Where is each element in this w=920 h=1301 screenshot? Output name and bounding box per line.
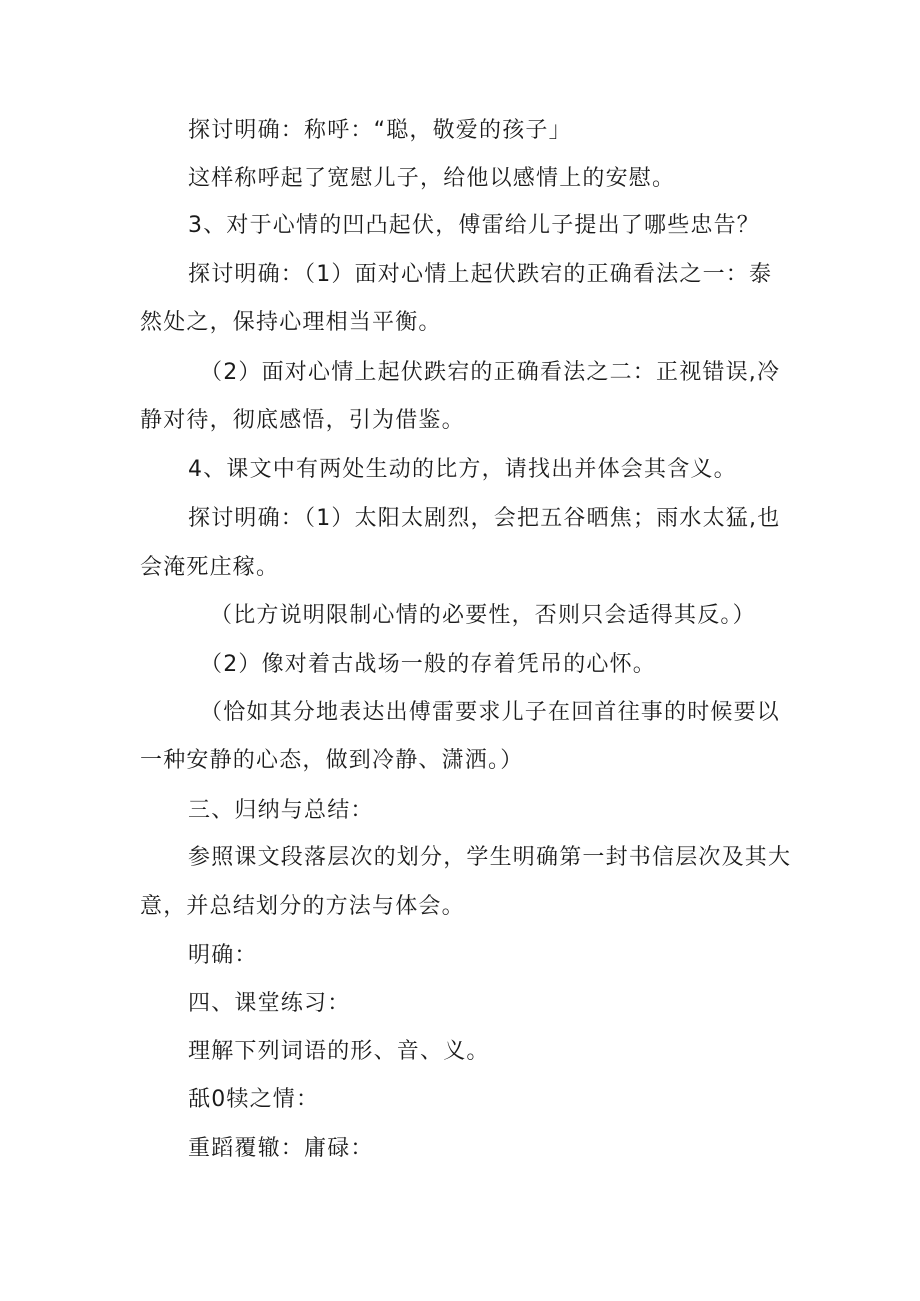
text-line-17: 意，并总结划分的方法与体会。 (140, 894, 465, 919)
text-line-21: 舐0犊之情： (188, 1087, 320, 1112)
text-line-5: 然处之，保持心理相当平衡。 (140, 310, 442, 335)
text-line-15: 三、归纳与总结： (188, 798, 374, 823)
text-line-13: （恰如其分地表达出傅雷要求儿子在回首往事的时候要以 (200, 700, 781, 725)
text-line-8: 4、课文中有两处生动的比方，请找出并体会其含义。 (188, 457, 737, 482)
text-line-18: 明确： (188, 943, 258, 968)
text-line-20: 理解下列词语的形、音、义。 (188, 1039, 490, 1064)
text-line-16: 参照课文段落层次的划分，学生明确第一封书信层次及其大 (188, 845, 792, 870)
text-line-7: 静对待，彻底感悟，引为借鉴。 (140, 408, 465, 433)
text-line-19: 四、课堂练习： (188, 991, 351, 1016)
text-line-12: （2）像对着古战场一般的存着凭吊的心怀。 (200, 652, 656, 677)
text-line-6: （2）面对心情上起伏跌宕的正确看法之二：正视错误,冷 (200, 360, 781, 385)
text-line-11: （比方说明限制心情的必要性，否则只会适得其反。） (210, 603, 756, 628)
text-line-14: 一种安静的心态，做到冷静、潇洒。） (140, 748, 524, 773)
text-line-10: 会淹死庄稼。 (140, 555, 280, 580)
text-line-9: 探讨明确：（1）太阳太剧烈，会把五谷晒焦；雨水太猛,也 (188, 506, 781, 531)
text-line-3: 3、对于心情的凹凸起伏，傅雷给儿子提出了哪些忠告？ (188, 213, 760, 238)
text-line-4: 探讨明确：（1）面对心情上起伏跌宕的正确看法之一：泰 (188, 262, 773, 287)
text-line-22: 重蹈覆辙：庸碌： (188, 1136, 374, 1161)
text-line-1: 探讨明确：称呼：“聪，敬爱的孩子」 (188, 118, 572, 143)
text-line-2: 这样称呼起了宽慰儿子，给他以感情上的安慰。 (188, 166, 676, 191)
